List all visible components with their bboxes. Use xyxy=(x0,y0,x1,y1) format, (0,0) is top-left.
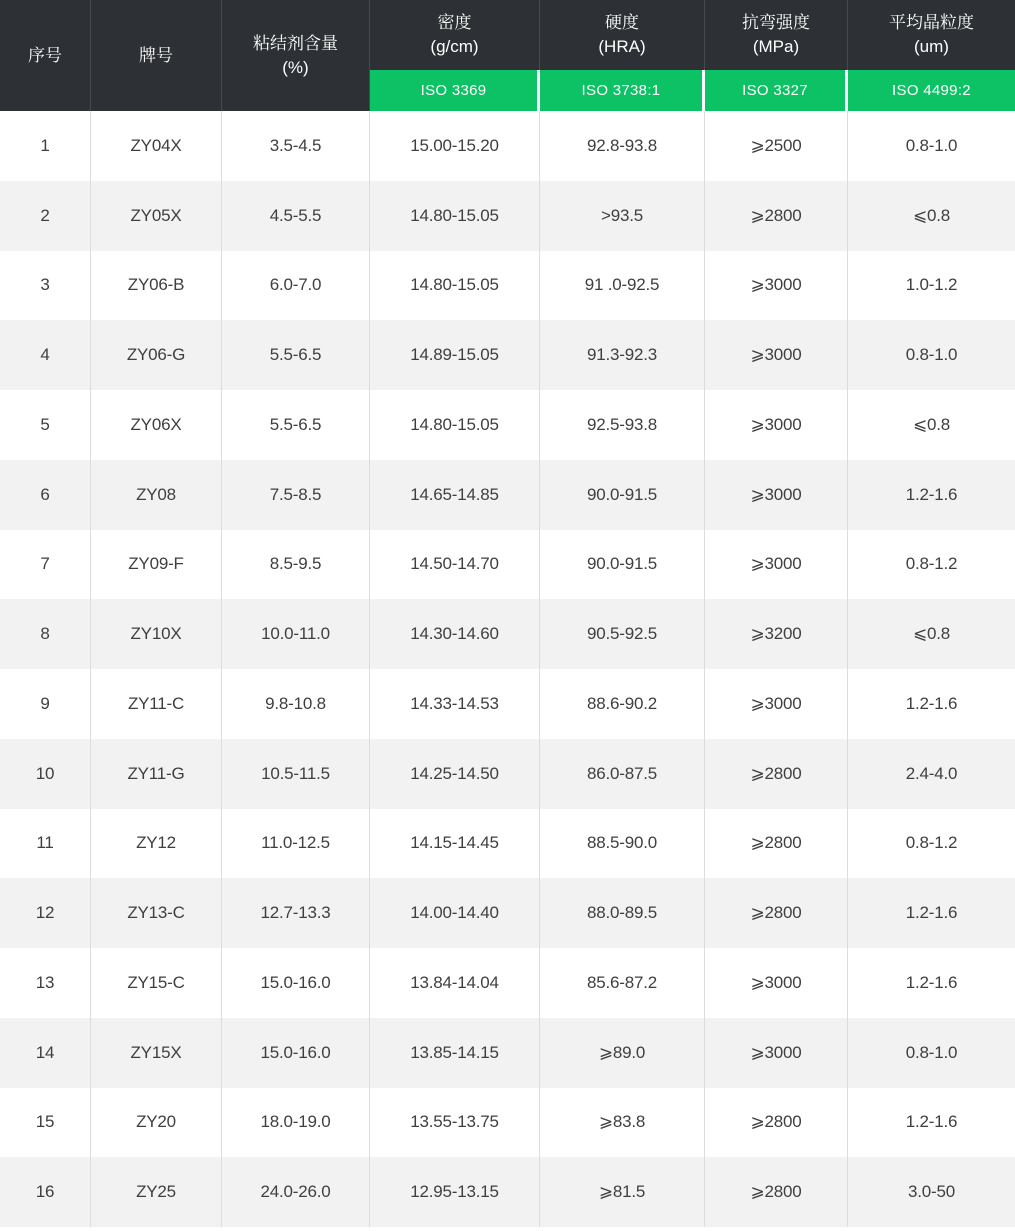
header-label-index: 序号 xyxy=(28,45,62,65)
cell-binder: 15.0-16.0 xyxy=(222,1018,370,1088)
header-unit-hardness: (HRA) xyxy=(598,37,646,56)
cell-index: 5 xyxy=(0,390,91,460)
cell-density: 15.00-15.20 xyxy=(370,111,540,181)
cell-density: 14.80-15.05 xyxy=(370,390,540,460)
table-row xyxy=(0,460,1015,530)
cell-index: 3 xyxy=(0,251,91,321)
cell-density: 14.65-14.85 xyxy=(370,460,540,530)
cell-binder: 8.5-9.5 xyxy=(222,530,370,600)
header-label-density: 密度 xyxy=(437,13,472,32)
header-label-strength-group xyxy=(705,0,848,70)
cell-binder: 10.0-11.0 xyxy=(222,599,370,669)
cell-binder: 5.5-6.5 xyxy=(222,390,370,460)
table-row xyxy=(0,1157,1015,1227)
header-label-hardness-group xyxy=(540,0,705,70)
cell-grain: 0.8-1.0 xyxy=(905,1042,958,1062)
cell-grain: 0.8-1.0 xyxy=(905,135,958,155)
cell-density: 14.25-14.50 xyxy=(370,739,540,809)
cell-grain: 3.0-50 xyxy=(907,1182,955,1202)
header-col-hardness xyxy=(540,0,705,111)
header-label-grain: 平均晶粒度 xyxy=(889,13,974,32)
cell-index: 7 xyxy=(0,530,91,600)
header-unit-strength: (MPa) xyxy=(752,37,800,56)
table-body xyxy=(0,111,1015,1227)
cell-grade: ZY12 xyxy=(91,809,222,879)
cell-index: 13 xyxy=(0,948,91,1018)
header-unit-density: (g/cm) xyxy=(430,37,479,56)
table-row xyxy=(0,599,1015,669)
cell-density: 14.33-14.53 xyxy=(370,669,540,739)
cell-hardness: ⩾89.0 xyxy=(540,1018,705,1088)
cell-binder: 11.0-12.5 xyxy=(222,809,370,879)
cell-hardness: 92.5-93.8 xyxy=(540,390,705,460)
cell-strength: ⩾3000 xyxy=(705,669,848,739)
cell-density: 14.15-14.45 xyxy=(370,809,540,879)
cell-density: 14.89-15.05 xyxy=(370,320,540,390)
cell-density: 14.30-14.60 xyxy=(370,599,540,669)
cell-strength: ⩾3000 xyxy=(705,390,848,460)
cell-grain: 0.8-1.2 xyxy=(905,833,958,853)
cell-grade: ZY15X xyxy=(91,1018,222,1088)
cell-density: 12.95-13.15 xyxy=(370,1157,540,1227)
cell-density: 13.85-14.15 xyxy=(370,1018,540,1088)
cell-hardness: 90.0-91.5 xyxy=(540,460,705,530)
header-col-index xyxy=(0,0,91,111)
cell-strength: ⩾3000 xyxy=(705,948,848,1018)
table-row xyxy=(0,669,1015,739)
cell-strength: ⩾3200 xyxy=(705,599,848,669)
header-unit-binder: (%) xyxy=(282,57,309,77)
header-col-grade xyxy=(91,0,222,111)
cell-index: 2 xyxy=(0,181,91,251)
header-col-grain xyxy=(848,0,1015,111)
iso-badge-density: ISO 3369 xyxy=(370,70,540,111)
table-row xyxy=(0,1088,1015,1158)
header-label-binder: 粘结剂含量 xyxy=(253,33,338,53)
cell-grain: 1.2-1.6 xyxy=(905,972,958,992)
header-label-grade: 牌号 xyxy=(139,45,173,65)
table-row xyxy=(0,320,1015,390)
iso-badge-strength: ISO 3327 xyxy=(705,70,848,111)
table-row xyxy=(0,809,1015,879)
cell-index: 1 xyxy=(0,111,91,181)
cell-strength: ⩾2800 xyxy=(705,739,848,809)
header-col-binder xyxy=(222,0,370,111)
cell-density: 14.80-15.05 xyxy=(370,251,540,321)
cell-grain: ⩽0.8 xyxy=(912,205,951,225)
cell-index: 9 xyxy=(0,669,91,739)
cell-strength: ⩾2800 xyxy=(705,878,848,948)
cell-binder: 7.5-8.5 xyxy=(222,460,370,530)
cell-strength: ⩾2800 xyxy=(705,809,848,879)
table-row xyxy=(0,739,1015,809)
cell-binder: 4.5-5.5 xyxy=(222,181,370,251)
cell-density: 13.55-13.75 xyxy=(370,1088,540,1158)
cell-hardness: ⩾83.8 xyxy=(540,1088,705,1158)
cell-density: 14.50-14.70 xyxy=(370,530,540,600)
cell-hardness: 91 .0-92.5 xyxy=(540,251,705,321)
cell-density: 14.00-14.40 xyxy=(370,878,540,948)
cell-strength: ⩾2800 xyxy=(705,1157,848,1227)
cell-strength: ⩾2500 xyxy=(705,111,848,181)
header-col-strength xyxy=(705,0,848,111)
cell-grade: ZY10X xyxy=(91,599,222,669)
cell-index: 4 xyxy=(0,320,91,390)
cell-strength: ⩾3000 xyxy=(705,1018,848,1088)
cell-hardness: 92.8-93.8 xyxy=(540,111,705,181)
cell-grain: 0.8-1.2 xyxy=(905,554,958,574)
cell-grain: 1.2-1.6 xyxy=(905,693,958,713)
header-col-density xyxy=(370,0,540,111)
cell-grain: 1.2-1.6 xyxy=(905,484,958,504)
cell-grade: ZY11-C xyxy=(91,669,222,739)
cell-hardness: 86.0-87.5 xyxy=(540,739,705,809)
table-header-row xyxy=(0,0,1015,111)
cell-hardness: ⩾81.5 xyxy=(540,1157,705,1227)
cell-binder: 6.0-7.0 xyxy=(222,251,370,321)
cell-grade: ZY13-C xyxy=(91,878,222,948)
cell-binder: 15.0-16.0 xyxy=(222,948,370,1018)
table-row xyxy=(0,948,1015,1018)
cell-grade: ZY09-F xyxy=(91,530,222,600)
cell-hardness: 88.0-89.5 xyxy=(540,878,705,948)
header-unit-grain: (um) xyxy=(914,37,949,56)
cell-index: 11 xyxy=(0,809,91,879)
cell-grade: ZY05X xyxy=(91,181,222,251)
cell-grade: ZY25 xyxy=(91,1157,222,1227)
cell-grain: 1.0-1.2 xyxy=(905,275,958,295)
cell-index: 14 xyxy=(0,1018,91,1088)
cell-hardness: 88.5-90.0 xyxy=(540,809,705,879)
cell-grade: ZY20 xyxy=(91,1088,222,1158)
cell-index: 15 xyxy=(0,1088,91,1158)
header-label-grain-group xyxy=(848,0,1015,70)
iso-badge-hardness: ISO 3738:1 xyxy=(540,70,705,111)
cell-density: 13.84-14.04 xyxy=(370,948,540,1018)
cell-grade: ZY11-G xyxy=(91,739,222,809)
iso-badge-grain: ISO 4499:2 xyxy=(848,70,1015,111)
cell-index: 16 xyxy=(0,1157,91,1227)
cell-grade: ZY15-C xyxy=(91,948,222,1018)
cell-index: 12 xyxy=(0,878,91,948)
cell-index: 10 xyxy=(0,739,91,809)
cell-grain: 2.4-4.0 xyxy=(905,763,958,783)
table-row xyxy=(0,181,1015,251)
cell-binder: 9.8-10.8 xyxy=(222,669,370,739)
cell-binder: 18.0-19.0 xyxy=(222,1088,370,1158)
header-label-strength: 抗弯强度 xyxy=(742,13,810,32)
cell-index: 8 xyxy=(0,599,91,669)
cell-grain: 0.8-1.0 xyxy=(905,345,958,365)
cell-hardness: 88.6-90.2 xyxy=(540,669,705,739)
cell-binder: 5.5-6.5 xyxy=(222,320,370,390)
cell-hardness: 90.0-91.5 xyxy=(540,530,705,600)
cell-strength: ⩾3000 xyxy=(705,460,848,530)
cell-hardness: 91.3-92.3 xyxy=(540,320,705,390)
cell-binder: 10.5-11.5 xyxy=(222,739,370,809)
header-label-hardness: 硬度 xyxy=(605,13,639,32)
cell-grain: ⩽0.8 xyxy=(912,414,951,434)
table-row xyxy=(0,111,1015,181)
table-row xyxy=(0,251,1015,321)
cell-binder: 12.7-13.3 xyxy=(222,878,370,948)
cell-strength: ⩾3000 xyxy=(705,251,848,321)
cell-grade: ZY04X xyxy=(91,111,222,181)
table-row xyxy=(0,878,1015,948)
cell-hardness: 85.6-87.2 xyxy=(540,948,705,1018)
cell-strength: ⩾2800 xyxy=(705,1088,848,1158)
cell-grade: ZY06X xyxy=(91,390,222,460)
cell-hardness: 90.5-92.5 xyxy=(540,599,705,669)
cell-strength: ⩾3000 xyxy=(705,530,848,600)
header-label-density-group xyxy=(370,0,540,70)
cell-density: 14.80-15.05 xyxy=(370,181,540,251)
cell-grade: ZY08 xyxy=(91,460,222,530)
cell-grain: 1.2-1.6 xyxy=(905,1112,958,1132)
cell-grain: 1.2-1.6 xyxy=(905,903,958,923)
cell-grain: ⩽0.8 xyxy=(912,624,951,644)
cell-index: 6 xyxy=(0,460,91,530)
cell-grade: ZY06-G xyxy=(91,320,222,390)
cell-hardness: >93.5 xyxy=(540,181,705,251)
table-row xyxy=(0,530,1015,600)
table-bottom-strip xyxy=(0,1227,1015,1231)
cell-grade: ZY06-B xyxy=(91,251,222,321)
table-row xyxy=(0,1018,1015,1088)
cell-strength: ⩾3000 xyxy=(705,320,848,390)
table-row xyxy=(0,390,1015,460)
cell-strength: ⩾2800 xyxy=(705,181,848,251)
cell-binder: 24.0-26.0 xyxy=(222,1157,370,1227)
cell-binder: 3.5-4.5 xyxy=(222,111,370,181)
